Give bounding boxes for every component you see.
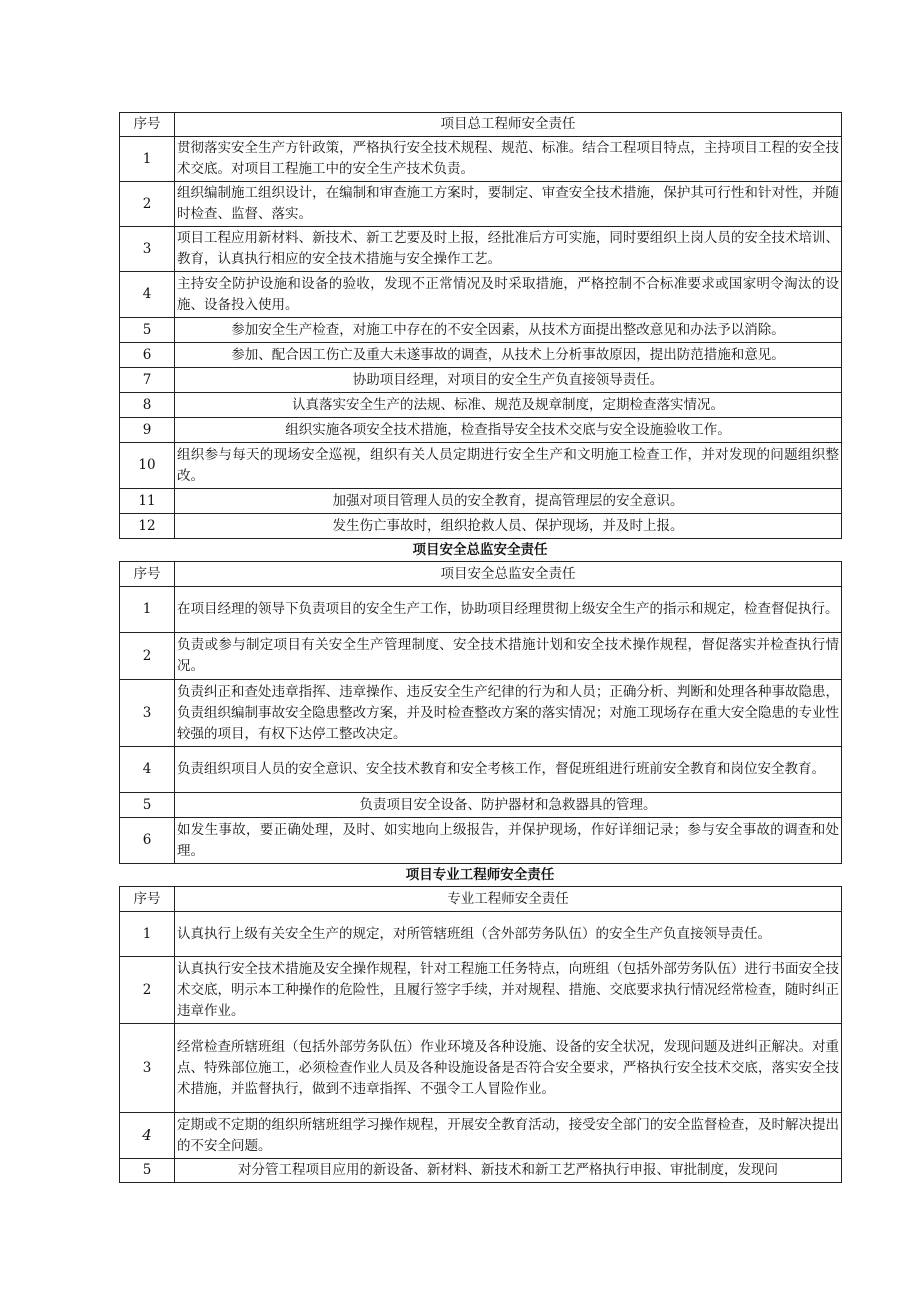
table-row xyxy=(120,443,842,489)
row-text: 负责组织项目人员的安全意识、安全技术教育和安全考核工作，督促班组进行班前安全教育和岗位安全教育。 xyxy=(175,747,842,793)
table-header-row xyxy=(120,562,842,587)
table-row xyxy=(120,793,842,818)
row-no: 2 xyxy=(120,182,175,227)
row-text: 认真落实安全生产的法规、标准、规范及规章制度，定期检查落实情况。 xyxy=(175,393,842,418)
row-text: 主持安全防护设施和设备的验收，发现不正常情况及时采取措施，严格控制不合标准要求或国家明令淘汰的设施、设备投入使用。 xyxy=(175,272,842,318)
row-no: 5 xyxy=(120,1159,175,1183)
row-text: 项目工程应用新材料、新技术、新工艺要及时上报，经批准后方可实施，同时要组织上岗人员的安全技术培训、教育，认真执行相应的安全技术措施与安全操作工艺。 xyxy=(175,227,842,272)
table-row xyxy=(120,227,842,272)
table-row xyxy=(120,1159,842,1183)
row-no: 5 xyxy=(120,318,175,343)
row-no: 5 xyxy=(120,793,175,818)
section-title-specialty-engineer: 项目专业工程师安全责任 xyxy=(405,867,555,883)
row-no: 4 xyxy=(120,272,175,318)
row-no: 4 xyxy=(120,1113,175,1159)
row-text: 负责项目安全设备、防护器材和急救器具的管理。 xyxy=(175,793,842,818)
table-row xyxy=(120,818,842,864)
table-row xyxy=(120,418,842,443)
row-text: 负责纠正和查处违章指挥、违章操作、违反安全生产纪律的行为和人员；正确分析、判断和处理各种事故隐患，负责组织编制事故安全隐患整改方案，并及时检查整改方案的落实情况；对施工现场存在重大安全隐患的专业性较强的项目，有权下达停工整改决定。 xyxy=(175,680,842,747)
table-row xyxy=(120,514,842,539)
row-text: 组织编制施工组织设计，在编制和审查施工方案时，要制定、审查安全技术措施，保护其可行性和针对性，并随时检查、监督、落实。 xyxy=(175,182,842,227)
row-text: 参加安全生产检查，对施工中存在的不安全因素，从技术方面提出整改意见和办法予以消除。 xyxy=(175,318,842,343)
table-row xyxy=(120,680,842,747)
table-row xyxy=(120,343,842,368)
row-no: 3 xyxy=(120,227,175,272)
table-row xyxy=(120,393,842,418)
table-row xyxy=(120,182,842,227)
row-text: 组织实施各项安全技术措施，检查指导安全技术交底与安全设施验收工作。 xyxy=(175,418,842,443)
row-text: 参加、配合因工伤亡及重大未遂事故的调查，从技术上分析事故原因，提出防范措施和意见。 xyxy=(175,343,842,368)
row-no: 1 xyxy=(120,587,175,633)
table-row xyxy=(120,137,842,182)
row-no: 2 xyxy=(120,957,175,1024)
row-no: 7 xyxy=(120,368,175,393)
header-content: 项目安全总监安全责任 xyxy=(175,562,842,587)
row-no: 10 xyxy=(120,443,175,489)
row-text: 经常检查所辖班组（包括外部劳务队伍）作业环境及各种设施、设备的安全状况，发现问题及进纠正解决。对重点、特殊部位施工，必须检查作业人员及各种设施设备是否符合安全要求，严格执行安全技术交底，落实安全技术措施，并监督执行，做到不违章指挥、不强令工人冒险作业。 xyxy=(175,1024,842,1113)
row-no: 1 xyxy=(120,137,175,182)
table-header-row xyxy=(120,887,842,912)
row-no: 1 xyxy=(120,912,175,957)
row-no: 11 xyxy=(120,489,175,514)
row-text: 对分管工程项目应用的新设备、新材料、新技术和新工艺严格执行申报、审批制度，发现问 xyxy=(175,1159,842,1183)
table-row xyxy=(120,1024,842,1113)
header-no: 序号 xyxy=(120,562,175,587)
table-row xyxy=(120,318,842,343)
row-text: 负责或参与制定项目有关安全生产管理制度、安全技术措施计划和安全技术操作规程，督促落实并检查执行情况。 xyxy=(175,633,842,680)
safety-director-table xyxy=(119,561,842,864)
header-content: 项目总工程师安全责任 xyxy=(175,113,842,137)
row-no: 12 xyxy=(120,514,175,539)
chief-engineer-table xyxy=(119,112,842,539)
row-no: 9 xyxy=(120,418,175,443)
header-no: 序号 xyxy=(120,113,175,137)
table-row xyxy=(120,957,842,1024)
row-text: 加强对项目管理人员的安全教育，提高管理层的安全意识。 xyxy=(175,489,842,514)
row-text: 协助项目经理，对项目的安全生产负直接领导责任。 xyxy=(175,368,842,393)
table-row xyxy=(120,912,842,957)
table-row xyxy=(120,489,842,514)
table-row xyxy=(120,747,842,793)
row-no: 6 xyxy=(120,818,175,864)
table-row xyxy=(120,272,842,318)
row-text: 发生伤亡事故时，组织抢救人员、保护现场，并及时上报。 xyxy=(175,514,842,539)
table-row xyxy=(120,633,842,680)
row-text: 如发生事故，要正确处理，及时、如实地向上级报告，并保护现场，作好详细记录；参与安全事故的调查和处理。 xyxy=(175,818,842,864)
row-no: 6 xyxy=(120,343,175,368)
table-row xyxy=(120,587,842,633)
header-no: 序号 xyxy=(120,887,175,912)
row-no: 8 xyxy=(120,393,175,418)
table-row xyxy=(120,368,842,393)
row-text: 组织参与每天的现场安全巡视，组织有关人员定期进行安全生产和文明施工检查工作，并对发现的问题组织整改。 xyxy=(175,443,842,489)
row-text: 认真执行上级有关安全生产的规定，对所管辖班组（含外部劳务队伍）的安全生产负直接领导责任。 xyxy=(175,912,842,957)
row-no: 2 xyxy=(120,633,175,680)
row-no: 3 xyxy=(120,680,175,747)
row-no: 4 xyxy=(120,747,175,793)
table-row xyxy=(120,1113,842,1159)
specialty-engineer-table xyxy=(119,886,842,1183)
row-text: 在项目经理的领导下负责项目的安全生产工作，协助项目经理贯彻上级安全生产的指示和规定，检查督促执行。 xyxy=(175,587,842,633)
row-text: 贯彻落实安全生产方针政策，严格执行安全技术规程、规范、标准。结合工程项目特点，主持项目工程的安全技术交底。对项目工程施工中的安全生产技术负责。 xyxy=(175,137,842,182)
row-text: 定期或不定期的组织所辖班组学习操作规程，开展安全教育活动，接受安全部门的安全监督检查，及时解决提出的不安全问题。 xyxy=(175,1113,842,1159)
header-content: 专业工程师安全责任 xyxy=(175,887,842,912)
table-header-row xyxy=(120,113,842,137)
section-title-safety-director: 项目安全总监安全责任 xyxy=(412,542,548,558)
document xyxy=(119,112,841,1183)
row-no: 3 xyxy=(120,1024,175,1113)
row-text: 认真执行安全技术措施及安全操作规程，针对工程施工任务特点，向班组（包括外部劳务队伍）进行书面安全技术交底，明示本工种操作的危险性，且履行签字手续，并对规程、措施、交底要求执行情况经常检查，随时纠正违章作业。 xyxy=(175,957,842,1024)
